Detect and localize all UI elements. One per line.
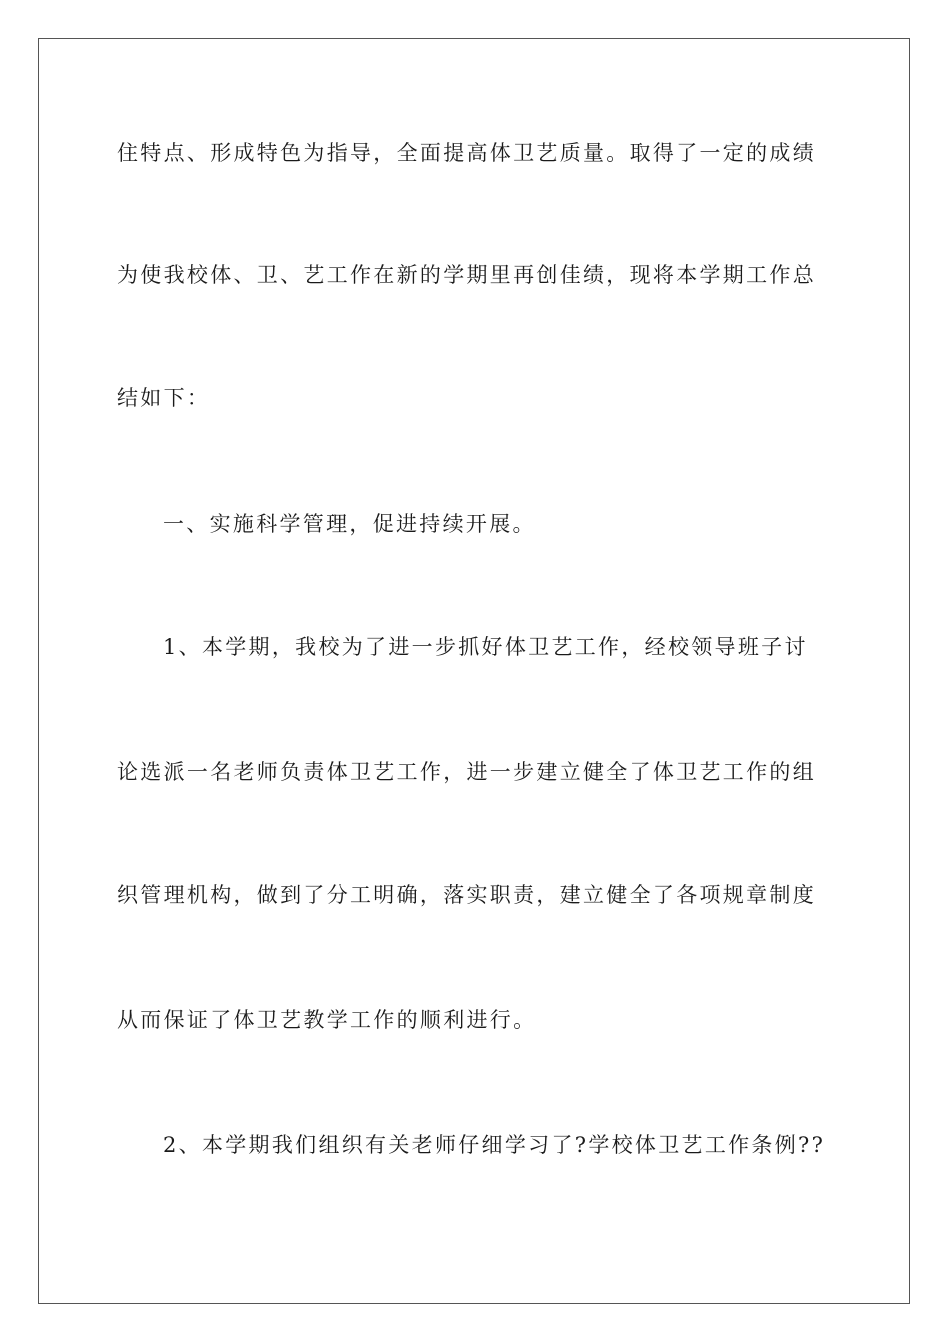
- paragraph-line: 织管理机构，做到了分工明确，落实职责，建立健全了各项规章制度: [117, 883, 816, 907]
- paragraph-line: 1、本学期，我校为了进一步抓好体卫艺工作，经校领导班子讨: [163, 635, 808, 659]
- paragraph-line: 为使我校体、卫、艺工作在新的学期里再创佳绩，现将本学期工作总: [117, 263, 816, 287]
- page-border: [38, 38, 910, 1304]
- paragraph-line: 住特点、形成特色为指导，全面提高体卫艺质量。取得了一定的成绩: [117, 141, 816, 165]
- paragraph-line: 论选派一名老师负责体卫艺工作，进一步建立健全了体卫艺工作的组: [117, 760, 816, 784]
- paragraph-line: 结如下：: [117, 386, 211, 410]
- paragraph-line: 从而保证了体卫艺教学工作的顺利进行。: [117, 1008, 537, 1032]
- section-heading: 一、实施科学管理，促进持续开展。: [163, 512, 536, 536]
- paragraph-line: 2、本学期我们组织有关老师仔细学习了?学校体卫艺工作条例??: [163, 1133, 826, 1157]
